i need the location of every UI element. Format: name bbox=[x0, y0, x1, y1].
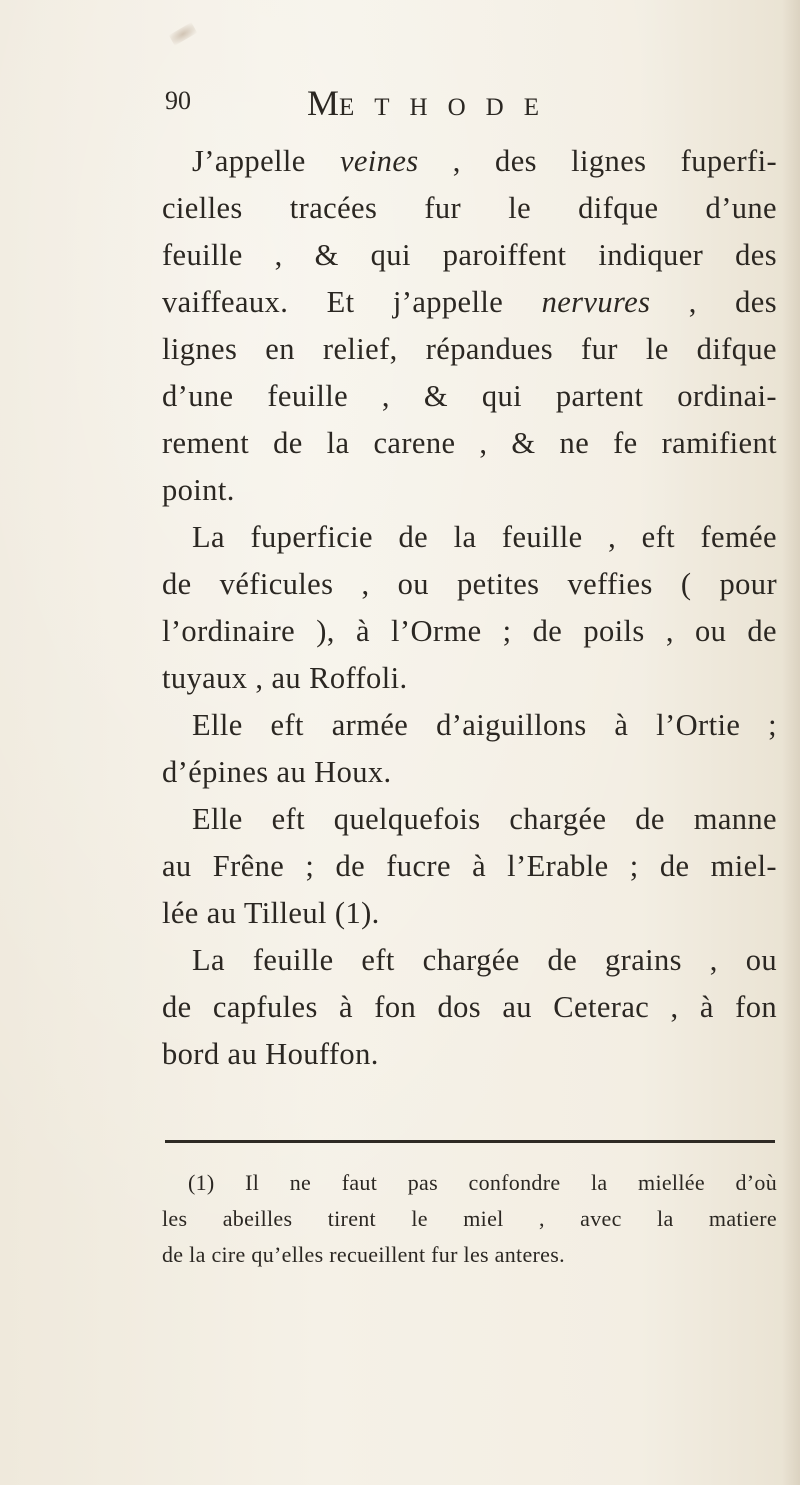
ink-smudge bbox=[169, 22, 198, 45]
footnote-rule bbox=[165, 1140, 775, 1143]
text-line: tuyaux , au Roffoli. bbox=[162, 661, 408, 695]
text-line: de capfules à fon dos au Ceterac , à fon bbox=[162, 990, 777, 1024]
term-veines: veines bbox=[339, 144, 419, 178]
text-line: d’une feuille , & qui partent ordinai- bbox=[162, 379, 777, 413]
running-head-rest: ETHODE bbox=[339, 94, 559, 121]
running-head bbox=[307, 82, 559, 124]
page-number: 90 bbox=[165, 86, 191, 115]
text-line: d’épines au Houx. bbox=[162, 755, 392, 789]
footnote-line: de la cire qu’elles recueillent fur les anteres. bbox=[162, 1242, 565, 1267]
term-nervures: nervures bbox=[541, 285, 651, 319]
text-line: cielles tracées fur le difque d’une bbox=[162, 191, 777, 225]
text-line: l’ordinaire ), à l’Orme ; de poils , ou de bbox=[162, 614, 777, 648]
text-line: rement de la carene , & ne fe ramifient bbox=[162, 426, 777, 460]
text-line: de véficules , ou petites veffies ( pour bbox=[162, 567, 777, 601]
text-line: feuille , & qui paroiffent indiquer des bbox=[162, 238, 777, 272]
text-line: vaiffeaux. Et j’appelle nervures , des bbox=[162, 285, 777, 319]
text-line: point. bbox=[162, 473, 235, 507]
text-line: Elle eft quelquefois chargée de manne bbox=[192, 802, 777, 836]
text-line: La fuperficie de la feuille , eft femée bbox=[192, 520, 777, 554]
text-line: lignes en relief, répandues fur le difque bbox=[162, 332, 777, 366]
footnote-line: les abeilles tirent le miel , avec la matiere bbox=[162, 1206, 777, 1231]
text-line: bord au Houffon. bbox=[162, 1037, 379, 1071]
page-edge-shadow bbox=[782, 0, 800, 1485]
text-line: au Frêne ; de fucre à l’Erable ; de miel- bbox=[162, 849, 777, 883]
footnote-line: (1) Il ne faut pas confondre la miellée d’où bbox=[188, 1170, 777, 1195]
text-line: J’appelle veines , des lignes fuperfi- bbox=[192, 144, 777, 178]
footnote bbox=[162, 1165, 777, 1273]
page-header bbox=[165, 82, 635, 122]
text-line: lée au Tilleul (1). bbox=[162, 896, 380, 930]
text-line: La feuille eft chargée de grains , ou bbox=[192, 943, 777, 977]
body-text bbox=[162, 138, 777, 1078]
running-head-initial: M bbox=[307, 83, 340, 123]
text-line: Elle eft armée d’aiguillons à l’Ortie ; bbox=[192, 708, 777, 742]
